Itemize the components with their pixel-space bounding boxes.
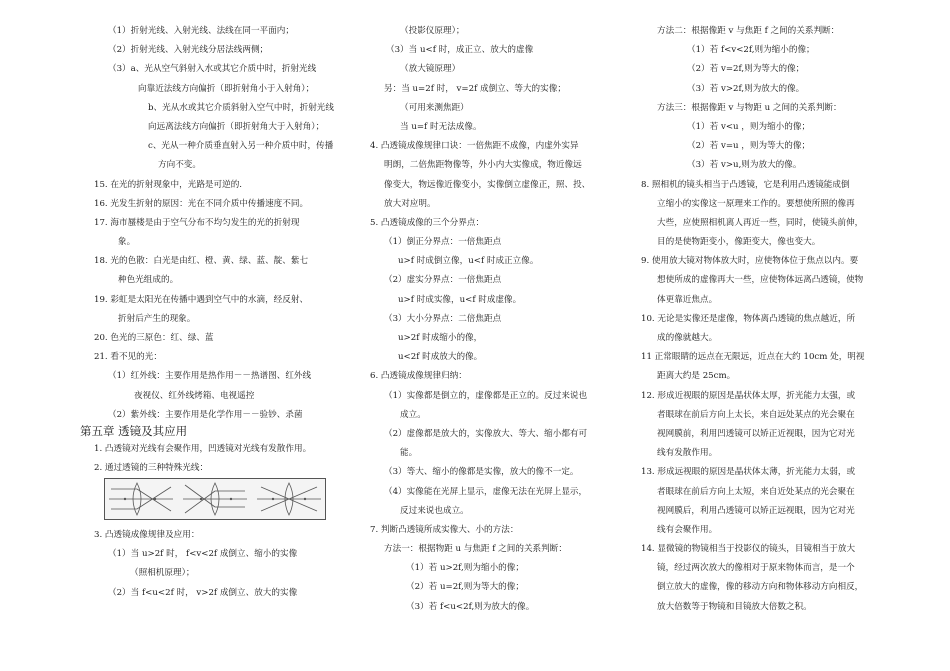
- text-line: 6. 凸透镜成像规律归纳：: [370, 371, 467, 382]
- text-line: 目的是使物距变小，像距变大，像也变大。: [657, 237, 821, 248]
- text-line: 5. 凸透镜成像的三个分界点：: [370, 217, 485, 228]
- text-line: 18. 光的色散：白光是由红、橙、黄、绿、蓝、靛、紫七: [94, 256, 309, 267]
- text-line: 3. 凸透镜成像规律及应用：: [94, 529, 200, 540]
- text-line: （1）折射光线、入射光线、法线在同一平面内；: [108, 26, 294, 36]
- text-line: 夜视仪、红外线烤箱、电视遥控: [134, 390, 255, 401]
- text-line: （2）虚像都是放大的，实像放大、等大、缩小都有可: [384, 428, 588, 439]
- text-line: 20. 色光的三原色：红、绿、蓝: [94, 333, 214, 343]
- text-line: 13. 形成远视眼的原因是晶状体太薄，折光能力太弱，或: [641, 467, 856, 478]
- text-line: 象。: [118, 237, 136, 248]
- text-line: 视网膜后，利用凸透镜可以矫正远视眼，因为它对光: [657, 505, 855, 516]
- text-line: 19. 彩虹是太阳光在传播中遇到空气中的水滴，经反射、: [94, 294, 309, 305]
- text-line: （2）折射光线、入射光线分居法线两侧；: [108, 45, 269, 56]
- text-line: 方法三：根据像距 v 与物距 u 之间的关系判断：: [657, 102, 842, 113]
- text-line: （投影仪原理）；: [400, 26, 465, 36]
- text-line: 8. 照相机的镜头相当于凸透镜，它是利用凸透镜能成倒: [641, 179, 850, 190]
- text-line: 10. 无论是实像还是虚像，物体离凸透镜的焦点越近，所: [641, 313, 856, 324]
- text-line: 15. 在光的折射现象中，光路是可逆的.: [94, 179, 243, 190]
- text-line: 1. 凸透镜对光线有会聚作用，凹透镜对光线有发散作用。: [94, 443, 312, 454]
- text-line: （4）实像能在光屏上显示，虚像无法在光屏上显示，: [384, 486, 588, 497]
- text-line: 折射后产生的现象。: [118, 313, 196, 324]
- text-line: 2. 通过透镜的三种特殊光线：: [94, 462, 209, 473]
- chapter-heading: 第五章 透镜及其应用: [80, 423, 188, 438]
- text-line: 当 u=f 时无法成像。: [400, 121, 482, 132]
- text-line: 体更靠近焦点。: [657, 294, 718, 305]
- text-line: （1）若 u>2f,则为缩小的像；: [406, 563, 524, 574]
- text-line: 17. 海市蜃楼是由于空气分布不均匀发生的光的折射现: [94, 217, 300, 228]
- text-line: 想使所成的虚像再大一些，应使物体远离凸透镜，使物: [657, 275, 864, 286]
- text-line: 11 正常眼睛的远点在无限远，近点在大约 10cm 处，明视: [641, 352, 865, 363]
- text-line: 明朗，二倍焦距物像等，外小内大实像成，物近像远: [384, 160, 582, 171]
- text-line: 倒立放大的虚像，像的移动方向和物体移动方向相反，: [657, 582, 864, 593]
- text-line: 者眼球在前后方向上太短，来自近处某点的光会聚在: [657, 486, 855, 497]
- text-line: 镜，经过两次放大的像相对于原来物体而言，是一个: [657, 563, 855, 574]
- text-line: （放大镜原理）: [400, 64, 461, 75]
- text-line: 大些，应使照相机离人再近一些，同时，使镜头前伸，: [657, 217, 864, 228]
- text-line: 另：当 u=2f 时， v=2f 成倒立、等大的实像；: [384, 83, 566, 94]
- lens-rays-figure: [104, 478, 326, 520]
- text-line: （1）若 f<v<2f,则为缩小的像；: [687, 45, 815, 56]
- text-line: 者眼球在前后方向上太长，来自远处某点的光会聚在: [657, 409, 855, 420]
- text-line: u>f 时成实像，u<f 时成虚像。: [398, 294, 522, 305]
- text-line: （2）当 f<u<2f 时， v>2f 成倒立、放大的实像: [108, 587, 298, 598]
- text-line: 线有发散作用。: [657, 448, 718, 459]
- text-line: 方法二：根据像距 v 与焦距 f 之间的关系判断：: [657, 26, 840, 36]
- text-line: 像变大，物远像近像变小，实像倒立虚像正，照、投、: [384, 179, 591, 190]
- text-line: （1）倒正分界点：一倍焦距点: [384, 237, 502, 248]
- text-line: （2）紫外线：主要作用是化学作用－－验钞、杀菌: [108, 409, 303, 420]
- text-line: （2）若 v=u ，则为等大的像；: [687, 141, 811, 152]
- text-line: （照相机原理）；: [130, 568, 195, 579]
- column-2: [370, 26, 625, 621]
- text-line: 16. 光发生折射的原因：光在不同介质中传播速度不同。: [94, 198, 309, 209]
- text-line: （3）a、光从空气斜射入水或其它介质中时，折射光线: [108, 64, 317, 75]
- text-line: 立缩小的实像这一原理来工作的。要想使所照的像再: [657, 198, 855, 209]
- lens-diagram: [105, 479, 325, 519]
- text-line: 线有会聚作用。: [657, 524, 718, 535]
- column-3: [641, 26, 906, 621]
- text-line: （3）当 u<f 时，成正立、放大的虚像: [386, 45, 534, 56]
- text-line: （3）若 f<u<2f,则为放大的像。: [406, 601, 535, 612]
- text-line: 放大倍数等于物镜和目镜放大倍数之积。: [657, 601, 812, 612]
- text-line: （3）大小分界点：二倍焦距点: [384, 313, 502, 324]
- text-line: 成的像就越大。: [657, 333, 718, 343]
- text-line: 方向不变。: [158, 160, 201, 171]
- text-line: （1）若 v<u ，则为缩小的像；: [687, 121, 811, 132]
- text-line: 9. 使用放大镜对物体放大时，应使物体位于焦点以内。要: [641, 256, 859, 267]
- text-line: 放大对应明。: [384, 198, 436, 209]
- text-line: （1）当 u>2f 时， f<v<2f 成倒立、缩小的实像: [108, 549, 298, 560]
- text-line: 视网膜前，利用凹透镜可以矫正近视眼，因为它对光: [657, 428, 855, 439]
- text-line: （3）若 v>u,则为放大的像。: [687, 160, 802, 171]
- text-line: u>2f 时成缩小的像，: [398, 333, 483, 343]
- text-line: （3）若 v>2f,则为放大的像。: [687, 83, 805, 94]
- text-line: （2）虚实分界点：一倍焦距点: [384, 275, 502, 286]
- text-line: c、光从一种介质垂直射入另一种介质中时，传播: [148, 141, 334, 152]
- text-line: 21. 看不见的光：: [94, 352, 162, 363]
- text-line: （2）若 u=2f,则为等大的像；: [406, 582, 524, 593]
- text-line: 距离大约是 25cm。: [657, 371, 736, 382]
- text-line: （可用来测焦距）: [400, 102, 469, 113]
- text-line: 成立。: [400, 409, 426, 420]
- text-line: 反过来说也成立。: [400, 505, 469, 516]
- text-line: 能。: [400, 448, 418, 459]
- text-line: b、光从水或其它介质斜射入空气中时，折射光线: [148, 102, 334, 113]
- text-line: 方法一：根据物距 u 与焦距 f 之间的关系判断：: [384, 544, 567, 555]
- text-line: （2）若 v=2f,则为等大的像；: [687, 64, 805, 75]
- text-line: 向远离法线方向偏折（即折射角大于入射角）；: [148, 121, 325, 132]
- text-line: 14. 显微镜的物镜相当于投影仪的镜头，目镜相当于放大: [641, 544, 856, 555]
- text-line: 4. 凸透镜成像规律口诀：一倍焦距不成像，内虚外实异: [370, 141, 579, 152]
- text-line: 种色光组成的。: [118, 275, 179, 286]
- text-line: （3）等大、缩小的像都是实像，放大的像不一定。: [384, 467, 579, 478]
- text-line: 向靠近法线方向偏折（即折射角小于入射角）；: [138, 83, 315, 94]
- text-line: （1）红外线：主要作用是热作用－－热谱图、红外线: [108, 371, 312, 382]
- text-line: u>f 时成倒立像，u<f 时成正立像。: [398, 256, 539, 267]
- text-line: （1）实像都是倒立的，虚像都是正立的。反过来说也: [384, 390, 588, 401]
- text-line: 12. 形成近视眼的原因是晶状体太厚，折光能力太强，或: [641, 390, 856, 401]
- text-line: u<2f 时成放大的像。: [398, 352, 483, 363]
- text-line: 7. 判断凸透镜所成实像大、小的方法：: [370, 524, 519, 535]
- column-1: [80, 26, 364, 607]
